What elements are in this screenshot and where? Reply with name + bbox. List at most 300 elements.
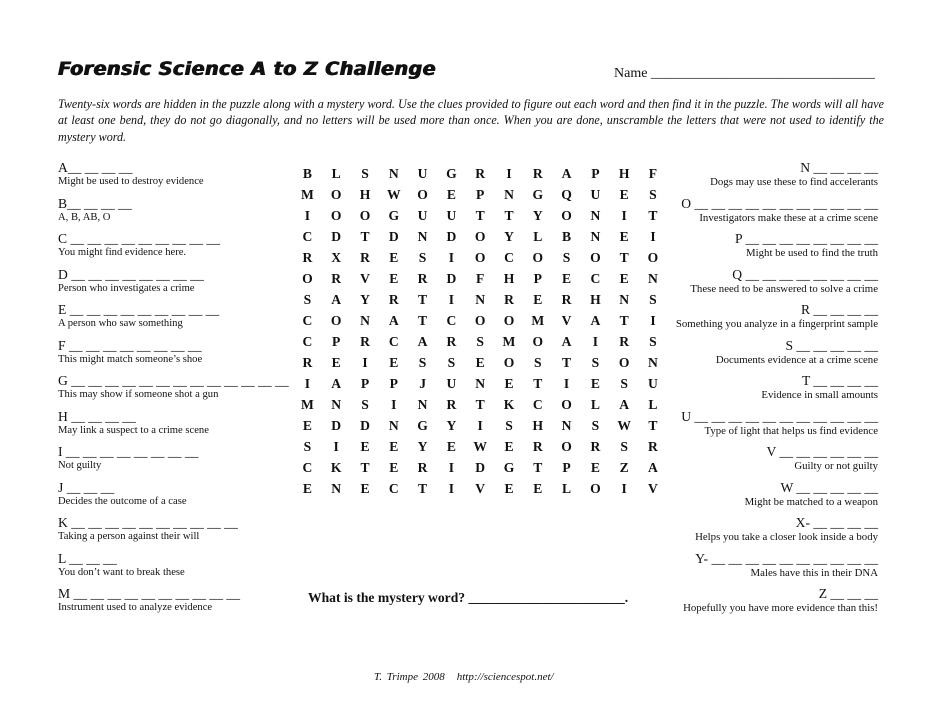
- grid-letter[interactable]: E: [446, 187, 456, 203]
- page-title: Forensic Science A to Z Challenge: [58, 58, 436, 80]
- grid-letter[interactable]: I: [304, 375, 311, 391]
- grid-letter[interactable]: Y: [417, 438, 428, 454]
- grid-row: [293, 269, 667, 290]
- grid-row: [293, 227, 667, 248]
- grid-letter[interactable]: S: [591, 417, 600, 433]
- clue-hint: May link a suspect to a crime scene: [58, 424, 209, 436]
- grid-letter[interactable]: O: [359, 208, 371, 224]
- grid-letter[interactable]: C: [388, 333, 399, 349]
- grid-letter[interactable]: A: [331, 292, 342, 308]
- grid-letter[interactable]: E: [475, 354, 485, 370]
- grid-letter[interactable]: M: [531, 313, 545, 329]
- grid-letter[interactable]: S: [591, 354, 600, 370]
- grid-row: [293, 332, 667, 353]
- grid-letter[interactable]: U: [648, 375, 658, 391]
- grid-letter[interactable]: D: [388, 229, 399, 245]
- right-clue: [638, 551, 878, 587]
- left-clue: [58, 160, 298, 196]
- grid-letter[interactable]: A: [590, 313, 601, 329]
- clue-answer-blanks[interactable]: V __ __ __ __ __ __: [766, 444, 878, 459]
- grid-letter[interactable]: E: [389, 250, 399, 266]
- left-clue: [58, 551, 298, 587]
- grid-letter[interactable]: N: [331, 396, 342, 412]
- clue-answer-blanks[interactable]: K __ __ __ __ __ __ __ __ __ __: [58, 515, 238, 530]
- grid-letter[interactable]: T: [475, 396, 485, 412]
- grid-letter[interactable]: J: [419, 375, 426, 391]
- grid-letter[interactable]: R: [388, 292, 399, 308]
- grid-letter[interactable]: R: [331, 271, 342, 287]
- left-clue: [58, 586, 298, 622]
- grid-letter[interactable]: N: [590, 208, 601, 224]
- grid-letter[interactable]: X: [331, 250, 342, 266]
- grid-letter[interactable]: T: [562, 354, 572, 370]
- grid-letter[interactable]: L: [648, 396, 658, 412]
- grid-letter[interactable]: T: [418, 480, 428, 496]
- clue-hint: This might match someone’s shoe: [58, 353, 203, 365]
- grid-letter[interactable]: O: [561, 396, 572, 412]
- clue-answer-blanks[interactable]: S __ __ __ __ __: [785, 337, 878, 353]
- grid-letter[interactable]: C: [302, 333, 313, 349]
- clue-answer-blanks[interactable]: B__ __ __ __: [58, 195, 132, 211]
- right-clue: [638, 444, 878, 480]
- clue-answer-blanks[interactable]: F __ __ __ __ __ __ __ __: [58, 337, 202, 353]
- grid-row: [293, 164, 667, 185]
- grid-letter[interactable]: A: [619, 396, 630, 412]
- grid-letter[interactable]: D: [331, 417, 342, 433]
- grid-letter[interactable]: T: [418, 313, 428, 329]
- grid-letter[interactable]: S: [562, 250, 571, 266]
- grid-letter[interactable]: E: [504, 375, 514, 391]
- grid-letter[interactable]: C: [446, 313, 457, 329]
- clue-answer-blanks[interactable]: D __ __ __ __ __ __ __ __: [58, 266, 204, 282]
- grid-letter[interactable]: I: [448, 250, 455, 266]
- grid-letter[interactable]: U: [590, 187, 601, 203]
- grid-letter[interactable]: C: [504, 250, 514, 266]
- grid-letter[interactable]: O: [647, 250, 659, 266]
- grid-letter[interactable]: G: [503, 459, 515, 475]
- clue-hint: Might be matched to a weapon: [744, 495, 878, 508]
- grid-row: [293, 352, 667, 373]
- grid-letter[interactable]: B: [302, 166, 312, 182]
- grid-letter[interactable]: Y: [446, 417, 457, 433]
- grid-letter[interactable]: K: [330, 459, 342, 475]
- grid-letter[interactable]: U: [417, 208, 428, 224]
- grid-letter[interactable]: S: [418, 354, 427, 370]
- grid-letter[interactable]: U: [446, 208, 457, 224]
- grid-letter[interactable]: R: [648, 438, 658, 454]
- clue-hint: Something you analyze in a fingerprint sample: [675, 318, 878, 330]
- grid-letter[interactable]: R: [302, 354, 313, 370]
- grid-letter[interactable]: T: [360, 229, 370, 245]
- grid-letter[interactable]: O: [503, 354, 515, 370]
- grid-letter[interactable]: H: [359, 187, 371, 203]
- grid-letter[interactable]: S: [447, 354, 456, 370]
- grid-letter[interactable]: E: [590, 375, 600, 391]
- grid-letter[interactable]: N: [590, 229, 601, 245]
- grid-letter[interactable]: G: [388, 208, 400, 224]
- grid-letter[interactable]: N: [561, 417, 572, 433]
- grid-letter[interactable]: E: [619, 229, 629, 245]
- grid-letter[interactable]: O: [474, 250, 486, 266]
- grid-letter[interactable]: R: [504, 292, 514, 308]
- clue-answer-blanks[interactable]: P __ __ __ __ __ __ __ __: [735, 231, 878, 246]
- grid-letter[interactable]: S: [620, 375, 628, 391]
- clue-answer-blanks[interactable]: Y- __ __ __ __ __ __ __ __ __ __: [695, 550, 878, 566]
- grid-letter[interactable]: O: [330, 187, 342, 203]
- clue-hint: This may show if someone shot a gun: [58, 389, 219, 400]
- grid-letter[interactable]: Y: [504, 229, 514, 245]
- right-clue: [638, 196, 878, 232]
- grid-letter[interactable]: P: [591, 166, 600, 182]
- grid-letter[interactable]: V: [475, 480, 486, 496]
- clue-hint: You don’t want to break these: [58, 566, 185, 578]
- grid-row: [293, 457, 667, 478]
- clue-answer-blanks[interactable]: N __ __ __ __: [800, 160, 878, 175]
- clue-answer-blanks[interactable]: I __ __ __ __ __ __ __ __: [58, 444, 199, 459]
- grid-letter[interactable]: E: [389, 438, 399, 454]
- grid-letter[interactable]: E: [389, 354, 399, 370]
- grid-letter[interactable]: I: [448, 459, 455, 475]
- clue-answer-blanks[interactable]: E __ __ __ __ __ __ __ __ __: [58, 302, 220, 317]
- grid-letter[interactable]: D: [446, 271, 457, 287]
- clue-hint: A, B, AB, O: [58, 211, 111, 223]
- grid-letter[interactable]: I: [362, 354, 368, 370]
- grid-letter[interactable]: Z: [619, 459, 629, 475]
- grid-letter[interactable]: I: [391, 396, 397, 412]
- clue-answer-blanks[interactable]: U __ __ __ __ __ __ __ __ __ __ __: [681, 408, 878, 424]
- grid-letter[interactable]: R: [590, 438, 601, 454]
- grid-letter[interactable]: L: [562, 480, 572, 496]
- grid-letter[interactable]: R: [417, 271, 428, 287]
- grid-letter[interactable]: N: [417, 396, 428, 412]
- grid-letter[interactable]: O: [474, 229, 486, 245]
- grid-row: [293, 311, 667, 332]
- grid-letter[interactable]: D: [331, 229, 342, 245]
- grid-letter[interactable]: W: [473, 438, 487, 454]
- grid-letter[interactable]: O: [417, 187, 428, 203]
- right-clue: [638, 409, 878, 445]
- grid-letter[interactable]: T: [648, 208, 658, 224]
- grid-letter[interactable]: I: [304, 208, 311, 224]
- grid-letter[interactable]: I: [650, 313, 656, 329]
- clue-answer-blanks[interactable]: Z __ __ __: [818, 586, 878, 601]
- grid-letter[interactable]: E: [619, 271, 629, 287]
- grid-letter[interactable]: I: [448, 480, 455, 496]
- grid-letter[interactable]: E: [389, 271, 399, 287]
- right-clue: [638, 267, 878, 303]
- clue-hint: Might be used to find the truth: [746, 247, 878, 259]
- grid-letter[interactable]: C: [302, 313, 313, 329]
- grid-letter[interactable]: N: [475, 375, 486, 391]
- grid-letter[interactable]: W: [386, 187, 401, 203]
- right-clue: [638, 231, 878, 267]
- grid-letter[interactable]: L: [590, 396, 600, 412]
- right-clue: [638, 586, 878, 622]
- grid-letter[interactable]: D: [475, 459, 486, 475]
- grid-letter[interactable]: O: [532, 333, 544, 349]
- grid-letter[interactable]: E: [533, 292, 543, 308]
- grid-letter[interactable]: R: [619, 333, 630, 349]
- grid-row: [293, 394, 667, 415]
- grid-letter[interactable]: A: [417, 333, 428, 349]
- grid-letter[interactable]: N: [619, 292, 630, 308]
- grid-letter[interactable]: T: [418, 292, 428, 308]
- grid-letter[interactable]: E: [360, 480, 370, 496]
- left-clue: [58, 338, 298, 374]
- grid-letter[interactable]: N: [417, 229, 428, 245]
- grid-row: [293, 478, 667, 499]
- grid-letter[interactable]: I: [621, 208, 627, 224]
- grid-letter[interactable]: G: [532, 187, 544, 203]
- grid-letter[interactable]: O: [330, 208, 342, 224]
- grid-letter[interactable]: S: [476, 333, 484, 349]
- clue-hint: Documents evidence at a crime scene: [715, 353, 878, 366]
- grid-letter[interactable]: H: [532, 417, 544, 433]
- grid-letter[interactable]: N: [504, 187, 514, 203]
- clue-hint: Dogs may use these to find accelerants: [710, 176, 878, 188]
- footer-credit: [374, 671, 554, 683]
- grid-letter[interactable]: R: [360, 250, 370, 266]
- clue-answer-blanks[interactable]: M __ __ __ __ __ __ __ __ __ __: [58, 586, 241, 601]
- grid-letter[interactable]: O: [532, 250, 544, 266]
- clue-hint: You might find evidence here.: [58, 247, 187, 258]
- grid-letter[interactable]: P: [389, 375, 398, 391]
- left-clue: [58, 444, 298, 480]
- grid-letter[interactable]: S: [649, 187, 657, 203]
- grid-letter[interactable]: R: [360, 333, 370, 349]
- grid-row: [293, 373, 667, 394]
- left-clue: [58, 302, 298, 338]
- word-search-grid: [293, 164, 667, 499]
- clue-hint: Instrument used to analyze evidence: [58, 602, 213, 613]
- grid-letter[interactable]: K: [503, 396, 515, 412]
- grid-letter[interactable]: W: [617, 417, 631, 433]
- grid-row: [293, 185, 667, 206]
- grid-letter[interactable]: P: [476, 187, 485, 203]
- grid-letter[interactable]: P: [332, 333, 341, 349]
- grid-letter[interactable]: S: [361, 166, 369, 182]
- name-field-label: Name ________________________________: [614, 66, 875, 81]
- grid-row: [293, 415, 667, 436]
- grid-letter[interactable]: M: [300, 187, 314, 203]
- clue-hint: Males have this in their DNA: [750, 566, 878, 579]
- clue-hint: Evidence in small amounts: [761, 389, 878, 401]
- grid-letter[interactable]: S: [303, 292, 312, 308]
- grid-letter[interactable]: O: [503, 313, 515, 329]
- grid-letter[interactable]: O: [302, 271, 313, 287]
- grid-letter[interactable]: D: [360, 417, 370, 433]
- grid-letter[interactable]: F: [476, 271, 485, 287]
- clue-answer-blanks[interactable]: O __ __ __ __ __ __ __ __ __ __ __: [681, 195, 878, 211]
- grid-letter[interactable]: I: [650, 229, 656, 245]
- grid-letter[interactable]: R: [532, 166, 543, 182]
- right-clue: [638, 338, 878, 374]
- grid-letter[interactable]: E: [562, 271, 572, 287]
- grid-letter[interactable]: I: [477, 417, 483, 433]
- grid-letter[interactable]: O: [618, 354, 630, 370]
- grid-letter[interactable]: A: [561, 333, 572, 349]
- grid-letter[interactable]: O: [330, 313, 342, 329]
- clue-answer-blanks[interactable]: H __ __ __ __: [58, 408, 136, 424]
- grid-letter[interactable]: Q: [561, 187, 572, 203]
- grid-letter[interactable]: E: [619, 187, 629, 203]
- grid-letter[interactable]: O: [561, 438, 572, 454]
- grid-letter[interactable]: T: [619, 250, 629, 266]
- grid-letter[interactable]: P: [533, 271, 542, 287]
- clue-answer-blanks[interactable]: R __ __ __ __: [800, 302, 878, 317]
- grid-letter[interactable]: T: [533, 375, 543, 391]
- grid-letter[interactable]: O: [590, 250, 601, 266]
- grid-letter[interactable]: E: [446, 438, 456, 454]
- grid-letter[interactable]: M: [502, 333, 516, 349]
- left-clue: [58, 196, 298, 232]
- grid-letter[interactable]: A: [648, 459, 658, 475]
- left-clue: [58, 267, 298, 303]
- grid-letter[interactable]: E: [360, 438, 370, 454]
- grid-letter[interactable]: M: [300, 396, 314, 412]
- clue-answer-blanks[interactable]: L __ __ __: [58, 550, 117, 566]
- grid-letter[interactable]: U: [446, 375, 457, 391]
- grid-letter[interactable]: T: [475, 208, 485, 224]
- grid-letter[interactable]: S: [361, 396, 369, 412]
- grid-letter[interactable]: I: [333, 438, 339, 454]
- clue-hint: Type of light that helps us find evidence: [704, 424, 878, 437]
- grid-letter[interactable]: T: [619, 313, 629, 329]
- grid-letter[interactable]: N: [475, 292, 486, 308]
- grid-letter[interactable]: S: [505, 417, 513, 433]
- clue-hint: Investigators make these at a crime scene: [699, 211, 878, 224]
- clue-hint: Hopefully you have more evidence than this!: [683, 602, 878, 614]
- grid-letter[interactable]: R: [417, 459, 428, 475]
- grid-letter[interactable]: F: [648, 166, 658, 182]
- grid-letter[interactable]: R: [446, 396, 457, 412]
- grid-letter[interactable]: V: [561, 313, 572, 329]
- grid-letter[interactable]: S: [303, 438, 312, 454]
- grid-letter[interactable]: G: [446, 166, 457, 182]
- left-clue: [58, 373, 298, 409]
- grid-letter[interactable]: T: [648, 417, 658, 433]
- grid-row: [293, 436, 667, 457]
- grid-letter[interactable]: Y: [360, 292, 370, 308]
- grid-letter[interactable]: E: [590, 459, 600, 475]
- grid-letter[interactable]: E: [504, 480, 514, 496]
- clue-answer-blanks[interactable]: T __ __ __ __: [801, 373, 878, 388]
- grid-row: [293, 290, 667, 311]
- grid-letter[interactable]: L: [533, 229, 543, 245]
- grid-letter[interactable]: S: [418, 250, 427, 266]
- grid-letter[interactable]: T: [533, 459, 543, 475]
- grid-letter[interactable]: P: [360, 375, 370, 391]
- grid-row: [293, 248, 667, 269]
- clue-answer-blanks[interactable]: C __ __ __ __ __ __ __ __ __: [58, 231, 220, 246]
- grid-letter[interactable]: T: [360, 459, 370, 475]
- right-clue-column: [638, 160, 878, 622]
- grid-letter[interactable]: R: [302, 250, 313, 266]
- grid-letter[interactable]: H: [503, 271, 515, 287]
- grid-letter[interactable]: O: [561, 208, 572, 224]
- right-clue: [638, 302, 878, 338]
- grid-letter[interactable]: S: [649, 292, 657, 308]
- grid-letter[interactable]: E: [302, 480, 312, 496]
- grid-letter[interactable]: T: [504, 208, 514, 224]
- grid-letter[interactable]: P: [562, 459, 571, 475]
- grid-letter[interactable]: C: [302, 459, 313, 475]
- clue-hint: These need to be answered to solve a crime: [690, 282, 878, 295]
- grid-letter[interactable]: N: [388, 166, 399, 182]
- clue-answer-blanks[interactable]: W __ __ __ __ __: [780, 479, 878, 495]
- clue-answer-blanks[interactable]: J __ __ __: [58, 479, 115, 495]
- clue-hint: A person who saw something: [58, 318, 183, 329]
- grid-letter[interactable]: G: [417, 417, 428, 433]
- clue-answer-blanks[interactable]: A__ __ __ __: [58, 160, 133, 175]
- grid-letter[interactable]: I: [506, 166, 512, 182]
- grid-letter[interactable]: A: [561, 166, 572, 182]
- grid-letter[interactable]: A: [331, 375, 342, 391]
- grid-letter[interactable]: Y: [532, 208, 543, 224]
- grid-letter[interactable]: N: [360, 313, 370, 329]
- clue-answer-blanks[interactable]: X- __ __ __ __: [795, 515, 878, 530]
- grid-letter[interactable]: S: [649, 333, 657, 349]
- right-clue: [638, 373, 878, 409]
- grid-letter[interactable]: C: [532, 396, 543, 412]
- footer-url[interactable]: http://sciencespot.net/: [456, 671, 554, 683]
- grid-letter[interactable]: C: [590, 271, 601, 287]
- clue-answer-blanks[interactable]: Q __ __ __ __ __ __ __ __: [732, 266, 878, 282]
- instructions-paragraph: Twenty-six words are hidden in the puzzle along with a mystery word. Use the clues provided to figure out each word and then find it in the puzzle. The words will all have at least one bend, they do not go diagonally, and no letters will be used more than once. When you are done, unscramble the letters that were not used to identify the mystery word.: [58, 97, 884, 144]
- footer-author: T. Trimpe 2008: [374, 671, 445, 683]
- grid-letter[interactable]: B: [562, 229, 572, 245]
- grid-letter[interactable]: I: [621, 480, 627, 496]
- grid-letter[interactable]: I: [592, 333, 599, 349]
- grid-letter[interactable]: V: [648, 480, 658, 496]
- grid-letter[interactable]: E: [389, 459, 399, 475]
- grid-letter[interactable]: E: [302, 417, 312, 433]
- grid-letter[interactable]: E: [504, 438, 514, 454]
- grid-letter[interactable]: S: [620, 438, 628, 454]
- grid-letter[interactable]: A: [388, 313, 399, 329]
- grid-letter[interactable]: I: [563, 375, 570, 391]
- grid-letter[interactable]: D: [446, 229, 457, 245]
- grid-letter[interactable]: R: [561, 292, 572, 308]
- grid-letter[interactable]: R: [475, 166, 486, 182]
- grid-letter[interactable]: N: [388, 417, 399, 433]
- grid-letter[interactable]: L: [331, 166, 341, 182]
- grid-letter[interactable]: N: [648, 271, 658, 287]
- clue-hint: Helps you take a closer look inside a body: [695, 531, 878, 543]
- grid-letter[interactable]: C: [302, 229, 313, 245]
- right-clue: [638, 480, 878, 516]
- grid-letter[interactable]: H: [618, 166, 630, 182]
- grid-letter[interactable]: O: [474, 313, 486, 329]
- left-clue: [58, 231, 298, 267]
- grid-letter[interactable]: R: [532, 438, 543, 454]
- grid-letter[interactable]: I: [448, 292, 455, 308]
- grid-letter[interactable]: S: [533, 354, 542, 370]
- grid-letter[interactable]: E: [331, 354, 341, 370]
- grid-letter[interactable]: H: [590, 292, 601, 308]
- grid-letter[interactable]: V: [360, 271, 370, 287]
- left-clue: [58, 515, 298, 551]
- grid-letter[interactable]: N: [331, 480, 342, 496]
- mystery-word-question: What is the mystery word? _______________________.: [308, 590, 629, 605]
- grid-letter[interactable]: R: [446, 333, 457, 349]
- grid-letter[interactable]: E: [533, 480, 543, 496]
- clue-answer-blanks[interactable]: G __ __ __ __ __ __ __ __ __ __ __ __ __: [58, 373, 289, 388]
- grid-letter[interactable]: C: [388, 480, 399, 496]
- grid-letter[interactable]: N: [648, 354, 658, 370]
- grid-letter[interactable]: U: [417, 166, 428, 182]
- grid-letter[interactable]: O: [590, 480, 601, 496]
